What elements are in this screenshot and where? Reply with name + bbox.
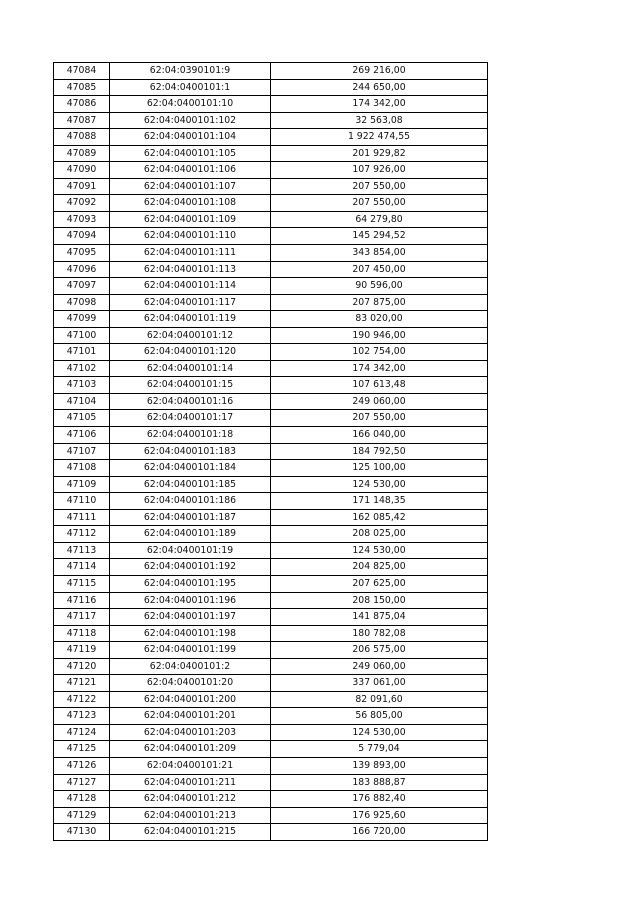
- cadastral-number-cell: 62:04:0400101:195: [110, 575, 271, 592]
- cadastral-value-cell: 207 550,00: [271, 178, 488, 195]
- table-row: [54, 791, 488, 808]
- row-number-cell: 47107: [54, 443, 110, 460]
- table-body: [54, 63, 488, 841]
- cadastral-number-cell: 62:04:0400101:110: [110, 228, 271, 245]
- cadastral-value-cell: 162 085,42: [271, 509, 488, 526]
- table-row: [54, 741, 488, 758]
- cadastral-value-cell: 204 825,00: [271, 559, 488, 576]
- table-row: [54, 377, 488, 394]
- cadastral-value-cell: 102 754,00: [271, 344, 488, 361]
- cadastral-value-cell: 249 060,00: [271, 658, 488, 675]
- cadastral-value-cell: 343 854,00: [271, 245, 488, 262]
- table-row: [54, 63, 488, 80]
- table-row: [54, 294, 488, 311]
- row-number-cell: 47124: [54, 724, 110, 741]
- cadastral-number-cell: 62:04:0390101:9: [110, 63, 271, 80]
- row-number-cell: 47106: [54, 427, 110, 444]
- cadastral-value-cell: 32 563,08: [271, 112, 488, 129]
- row-number-cell: 47112: [54, 526, 110, 543]
- cadastral-number-cell: 62:04:0400101:10: [110, 96, 271, 113]
- row-number-cell: 47105: [54, 410, 110, 427]
- table-row: [54, 112, 488, 129]
- cadastral-value-cell: 269 216,00: [271, 63, 488, 80]
- cadastral-value-cell: 244 650,00: [271, 79, 488, 96]
- cadastral-value-cell: 176 925,60: [271, 807, 488, 824]
- cadastral-number-cell: 62:04:0400101:199: [110, 642, 271, 659]
- table-row: [54, 708, 488, 725]
- cadastral-number-cell: 62:04:0400101:14: [110, 360, 271, 377]
- row-number-cell: 47096: [54, 261, 110, 278]
- cadastral-number-cell: 62:04:0400101:20: [110, 675, 271, 692]
- table-row: [54, 360, 488, 377]
- cadastral-value-cell: 207 625,00: [271, 575, 488, 592]
- table-row: [54, 145, 488, 162]
- cadastral-value-cell: 174 342,00: [271, 360, 488, 377]
- table-row: [54, 476, 488, 493]
- row-number-cell: 47089: [54, 145, 110, 162]
- cadastral-value-cell: 56 805,00: [271, 708, 488, 725]
- row-number-cell: 47094: [54, 228, 110, 245]
- cadastral-number-cell: 62:04:0400101:17: [110, 410, 271, 427]
- table-row: [54, 311, 488, 328]
- cadastral-number-cell: 62:04:0400101:108: [110, 195, 271, 212]
- cadastral-value-cell: 83 020,00: [271, 311, 488, 328]
- table-row: [54, 278, 488, 295]
- table-row: [54, 178, 488, 195]
- row-number-cell: 47087: [54, 112, 110, 129]
- table-row: [54, 575, 488, 592]
- cadastral-value-cell: 207 550,00: [271, 410, 488, 427]
- cadastral-number-cell: 62:04:0400101:186: [110, 493, 271, 510]
- table-row: [54, 460, 488, 477]
- cadastral-number-cell: 62:04:0400101:1: [110, 79, 271, 96]
- cadastral-value-cell: 166 720,00: [271, 824, 488, 841]
- cadastral-number-cell: 62:04:0400101:215: [110, 824, 271, 841]
- row-number-cell: 47103: [54, 377, 110, 394]
- cadastral-number-cell: 62:04:0400101:201: [110, 708, 271, 725]
- table-row: [54, 807, 488, 824]
- cadastral-number-cell: 62:04:0400101:212: [110, 791, 271, 808]
- table-row: [54, 129, 488, 146]
- row-number-cell: 47086: [54, 96, 110, 113]
- row-number-cell: 47127: [54, 774, 110, 791]
- cadastral-value-cell: 107 926,00: [271, 162, 488, 179]
- cadastral-number-cell: 62:04:0400101:16: [110, 393, 271, 410]
- row-number-cell: 47121: [54, 675, 110, 692]
- cadastral-number-cell: 62:04:0400101:2: [110, 658, 271, 675]
- row-number-cell: 47097: [54, 278, 110, 295]
- cadastral-value-cell: 183 888,87: [271, 774, 488, 791]
- cadastral-number-cell: 62:04:0400101:185: [110, 476, 271, 493]
- cadastral-value-cell: 139 893,00: [271, 757, 488, 774]
- cadastral-number-cell: 62:04:0400101:105: [110, 145, 271, 162]
- cadastral-value-cell: 180 782,08: [271, 625, 488, 642]
- row-number-cell: 47113: [54, 542, 110, 559]
- row-number-cell: 47102: [54, 360, 110, 377]
- row-number-cell: 47099: [54, 311, 110, 328]
- cadastral-number-cell: 62:04:0400101:107: [110, 178, 271, 195]
- cadastral-number-cell: 62:04:0400101:192: [110, 559, 271, 576]
- table-row: [54, 443, 488, 460]
- row-number-cell: 47109: [54, 476, 110, 493]
- cadastral-number-cell: 62:04:0400101:213: [110, 807, 271, 824]
- cadastral-number-cell: 62:04:0400101:187: [110, 509, 271, 526]
- row-number-cell: 47119: [54, 642, 110, 659]
- cadastral-number-cell: 62:04:0400101:209: [110, 741, 271, 758]
- table-row: [54, 327, 488, 344]
- table-row: [54, 675, 488, 692]
- row-number-cell: 47110: [54, 493, 110, 510]
- table-row: [54, 195, 488, 212]
- cadastral-value-cell: 125 100,00: [271, 460, 488, 477]
- row-number-cell: 47085: [54, 79, 110, 96]
- cadastral-value-cell: 201 929,82: [271, 145, 488, 162]
- table-row: [54, 724, 488, 741]
- row-number-cell: 47122: [54, 691, 110, 708]
- cadastral-number-cell: 62:04:0400101:211: [110, 774, 271, 791]
- row-number-cell: 47125: [54, 741, 110, 758]
- table-row: [54, 757, 488, 774]
- cadastral-value-cell: 184 792,50: [271, 443, 488, 460]
- row-number-cell: 47129: [54, 807, 110, 824]
- table-row: [54, 559, 488, 576]
- row-number-cell: 47123: [54, 708, 110, 725]
- cadastral-value-cell: 171 148,35: [271, 493, 488, 510]
- table-row: [54, 211, 488, 228]
- cadastral-number-cell: 62:04:0400101:119: [110, 311, 271, 328]
- row-number-cell: 47100: [54, 327, 110, 344]
- cadastral-value-cell: 249 060,00: [271, 393, 488, 410]
- table-row: [54, 228, 488, 245]
- table-row: [54, 658, 488, 675]
- cadastral-value-cell: 207 550,00: [271, 195, 488, 212]
- cadastral-number-cell: 62:04:0400101:120: [110, 344, 271, 361]
- row-number-cell: 47104: [54, 393, 110, 410]
- table-row: [54, 344, 488, 361]
- row-number-cell: 47091: [54, 178, 110, 195]
- table-row: [54, 824, 488, 841]
- table-row: [54, 245, 488, 262]
- cadastral-number-cell: 62:04:0400101:196: [110, 592, 271, 609]
- cadastral-number-cell: 62:04:0400101:184: [110, 460, 271, 477]
- cadastral-number-cell: 62:04:0400101:189: [110, 526, 271, 543]
- cadastral-value-cell: 145 294,52: [271, 228, 488, 245]
- table-row: [54, 691, 488, 708]
- table-row: [54, 625, 488, 642]
- cadastral-value-table: [53, 62, 488, 841]
- cadastral-number-cell: 62:04:0400101:114: [110, 278, 271, 295]
- cadastral-number-cell: 62:04:0400101:200: [110, 691, 271, 708]
- row-number-cell: 47115: [54, 575, 110, 592]
- cadastral-value-cell: 190 946,00: [271, 327, 488, 344]
- cadastral-value-cell: 337 061,00: [271, 675, 488, 692]
- row-number-cell: 47128: [54, 791, 110, 808]
- cadastral-number-cell: 62:04:0400101:197: [110, 609, 271, 626]
- cadastral-number-cell: 62:04:0400101:198: [110, 625, 271, 642]
- cadastral-number-cell: 62:04:0400101:111: [110, 245, 271, 262]
- cadastral-number-cell: 62:04:0400101:21: [110, 757, 271, 774]
- row-number-cell: 47084: [54, 63, 110, 80]
- cadastral-value-cell: 90 596,00: [271, 278, 488, 295]
- table-row: [54, 642, 488, 659]
- table-row: [54, 493, 488, 510]
- cadastral-number-cell: 62:04:0400101:15: [110, 377, 271, 394]
- table-row: [54, 79, 488, 96]
- row-number-cell: 47111: [54, 509, 110, 526]
- cadastral-number-cell: 62:04:0400101:104: [110, 129, 271, 146]
- cadastral-value-cell: 174 342,00: [271, 96, 488, 113]
- row-number-cell: 47090: [54, 162, 110, 179]
- cadastral-value-cell: 206 575,00: [271, 642, 488, 659]
- row-number-cell: 47092: [54, 195, 110, 212]
- row-number-cell: 47093: [54, 211, 110, 228]
- cadastral-number-cell: 62:04:0400101:18: [110, 427, 271, 444]
- table-row: [54, 427, 488, 444]
- cadastral-value-cell: 208 025,00: [271, 526, 488, 543]
- row-number-cell: 47116: [54, 592, 110, 609]
- cadastral-number-cell: 62:04:0400101:183: [110, 443, 271, 460]
- cadastral-number-cell: 62:04:0400101:102: [110, 112, 271, 129]
- cadastral-value-cell: 124 530,00: [271, 476, 488, 493]
- row-number-cell: 47114: [54, 559, 110, 576]
- cadastral-value-cell: 207 875,00: [271, 294, 488, 311]
- table-row: [54, 509, 488, 526]
- cadastral-value-cell: 208 150,00: [271, 592, 488, 609]
- cadastral-value-cell: 1 922 474,55: [271, 129, 488, 146]
- row-number-cell: 47126: [54, 757, 110, 774]
- table-row: [54, 526, 488, 543]
- row-number-cell: 47120: [54, 658, 110, 675]
- row-number-cell: 47108: [54, 460, 110, 477]
- cadastral-value-cell: 82 091,60: [271, 691, 488, 708]
- row-number-cell: 47088: [54, 129, 110, 146]
- table-row: [54, 96, 488, 113]
- row-number-cell: 47098: [54, 294, 110, 311]
- cadastral-number-cell: 62:04:0400101:203: [110, 724, 271, 741]
- table-row: [54, 162, 488, 179]
- row-number-cell: 47118: [54, 625, 110, 642]
- cadastral-value-cell: 124 530,00: [271, 724, 488, 741]
- cadastral-number-cell: 62:04:0400101:109: [110, 211, 271, 228]
- cadastral-number-cell: 62:04:0400101:19: [110, 542, 271, 559]
- row-number-cell: 47130: [54, 824, 110, 841]
- row-number-cell: 47095: [54, 245, 110, 262]
- cadastral-value-cell: 64 279,80: [271, 211, 488, 228]
- cadastral-value-cell: 5 779,04: [271, 741, 488, 758]
- cadastral-number-cell: 62:04:0400101:113: [110, 261, 271, 278]
- cadastral-number-cell: 62:04:0400101:12: [110, 327, 271, 344]
- cadastral-number-cell: 62:04:0400101:117: [110, 294, 271, 311]
- cadastral-value-cell: 124 530,00: [271, 542, 488, 559]
- row-number-cell: 47101: [54, 344, 110, 361]
- row-number-cell: 47117: [54, 609, 110, 626]
- table-row: [54, 261, 488, 278]
- cadastral-value-cell: 166 040,00: [271, 427, 488, 444]
- cadastral-value-cell: 176 882,40: [271, 791, 488, 808]
- cadastral-value-cell: 141 875,04: [271, 609, 488, 626]
- table-row: [54, 592, 488, 609]
- table-row: [54, 393, 488, 410]
- cadastral-value-cell: 107 613,48: [271, 377, 488, 394]
- table-row: [54, 542, 488, 559]
- cadastral-value-cell: 207 450,00: [271, 261, 488, 278]
- table-row: [54, 410, 488, 427]
- cadastral-number-cell: 62:04:0400101:106: [110, 162, 271, 179]
- table-row: [54, 774, 488, 791]
- table-row: [54, 609, 488, 626]
